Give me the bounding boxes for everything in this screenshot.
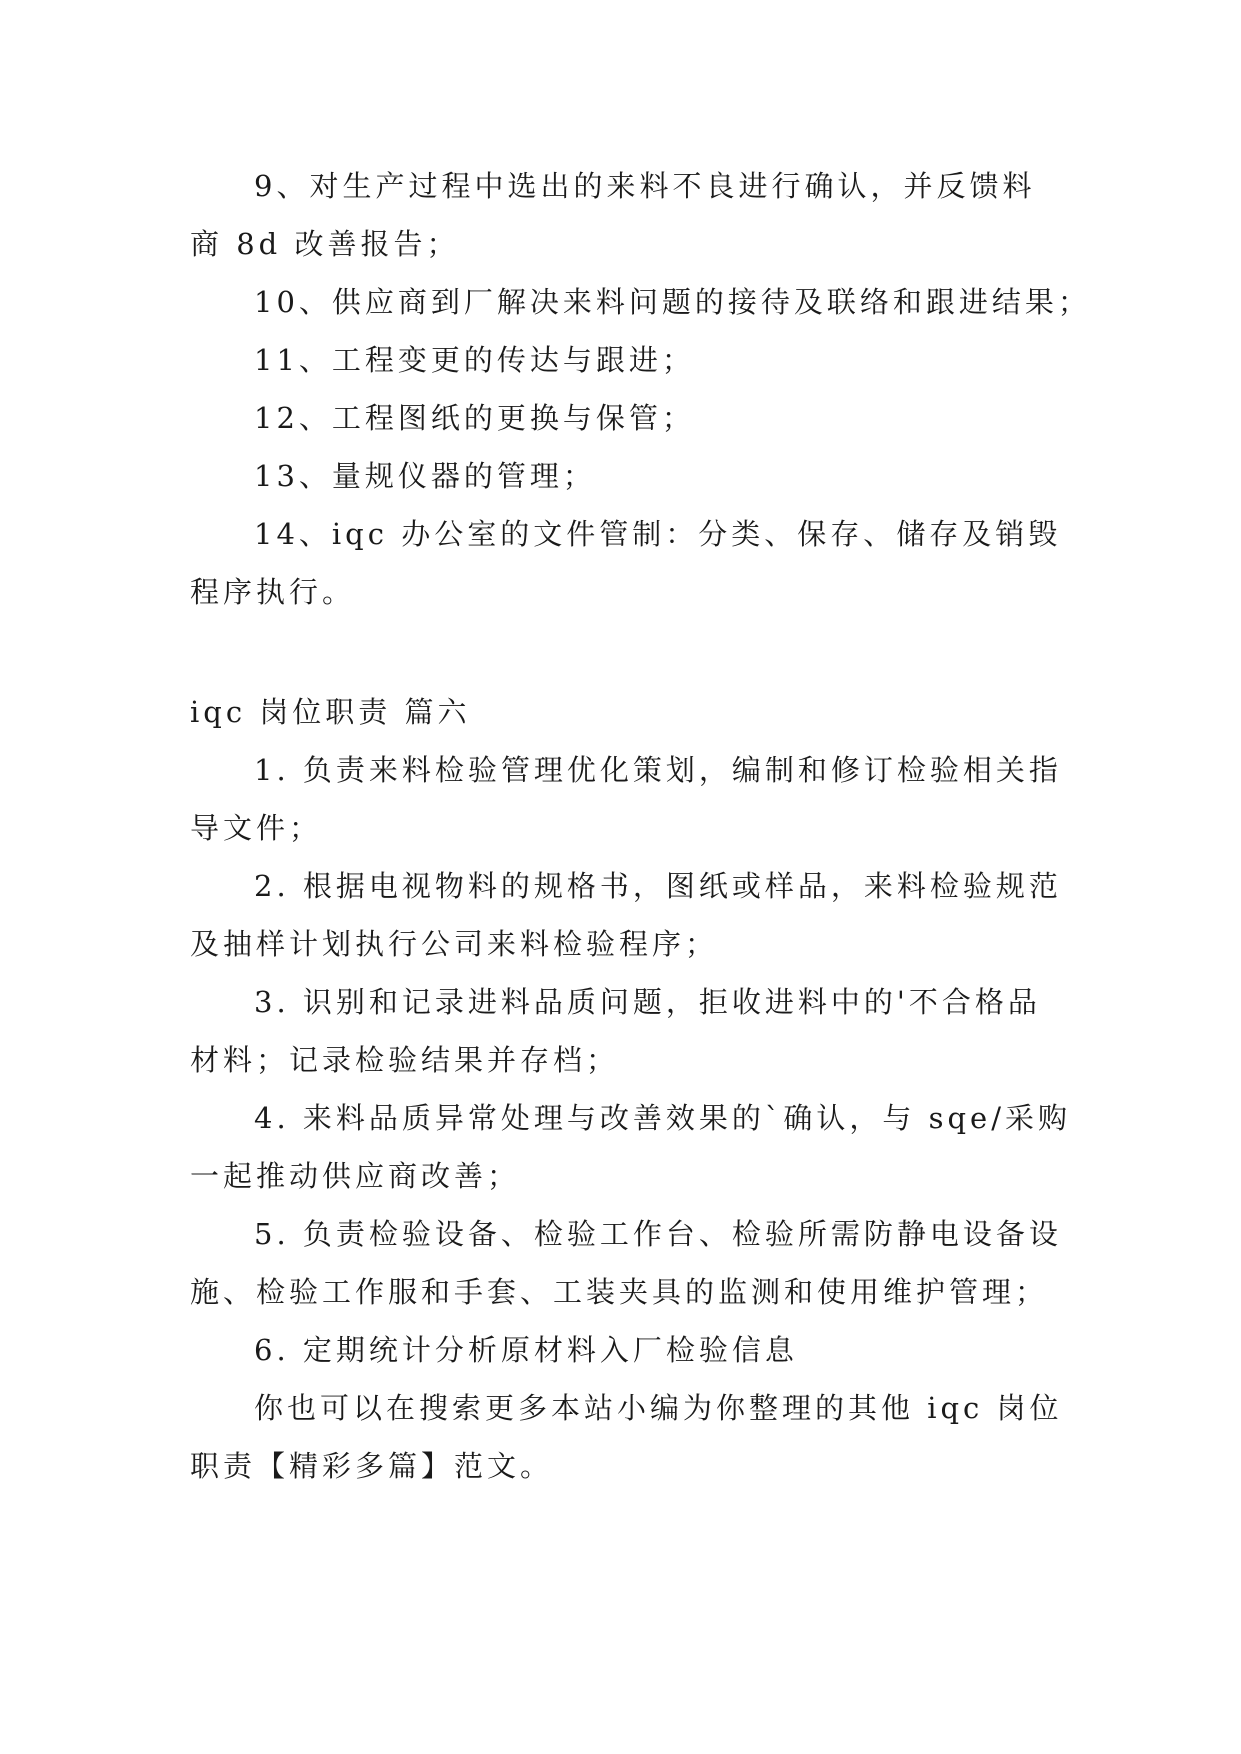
- duty-item-2: [190, 857, 1062, 973]
- text-line: 一起推动供应商改善；: [190, 1159, 521, 1193]
- text-line: 职责【精彩多篇】范文。: [190, 1449, 554, 1483]
- text-line: 3. 识别和记录进料品质问题，拒收进料中的'不合格品: [254, 985, 1041, 1019]
- text-line: 程序执行。: [190, 575, 356, 609]
- section-heading: iqc 岗位职责 篇六: [190, 695, 471, 729]
- closing-note: [190, 1379, 1063, 1495]
- text-line: 施、检验工作服和手套、工装夹具的监测和使用维护管理；: [190, 1275, 1049, 1309]
- duty-item-6: [190, 1321, 1050, 1379]
- duty-item-3: [190, 973, 1050, 1089]
- list-item-13: [190, 447, 1050, 505]
- text-line: 导文件；: [190, 811, 323, 845]
- list-item-14: [190, 505, 1062, 621]
- text-line: 1. 负责来料检验管理优化策划，编制和修订检验相关指: [254, 753, 1062, 787]
- duty-item-1: [190, 741, 1062, 857]
- text-line: 商 8d 改善报告；: [190, 227, 460, 261]
- duty-item-4: [190, 1089, 1071, 1205]
- text-line: 4. 来料品质异常处理与改善效果的`确认，与 sqe/采购: [254, 1101, 1071, 1135]
- text-line: 10、供应商到厂解决来料问题的接待及联络和跟进结果；: [254, 285, 1091, 319]
- duty-item-5: [190, 1205, 1062, 1321]
- list-item-12: [190, 389, 1050, 447]
- text-line: 9、对生产过程中选出的来料不良进行确认，并反馈料: [254, 169, 1036, 203]
- text-line: 6. 定期统计分析原材料入厂检验信息: [254, 1333, 798, 1367]
- text-line: 你也可以在搜索更多本站小编为你整理的其他 iqc 岗位: [254, 1391, 1063, 1425]
- text-line: 14、iqc 办公室的文件管制：分类、保存、储存及销毁: [254, 517, 1062, 551]
- section-6: [190, 683, 1071, 1495]
- text-line: 12、工程图纸的更换与保管；: [254, 401, 695, 435]
- text-line: 13、量规仪器的管理；: [254, 459, 596, 493]
- section-5-tail: [190, 157, 1091, 621]
- list-item-10: [190, 273, 1091, 331]
- text-line: 5. 负责检验设备、检验工作台、检验所需防静电设备设: [254, 1217, 1062, 1251]
- text-line: 2. 根据电视物料的规格书，图纸或样品，来料检验规范: [254, 869, 1062, 903]
- text-line: 11、工程变更的传达与跟进；: [254, 343, 695, 377]
- list-item-9: [190, 157, 1050, 273]
- text-line: 材料；记录检验结果并存档；: [190, 1043, 620, 1077]
- text-line: 及抽样计划执行公司来料检验程序；: [190, 927, 719, 961]
- list-item-11: [190, 331, 1050, 389]
